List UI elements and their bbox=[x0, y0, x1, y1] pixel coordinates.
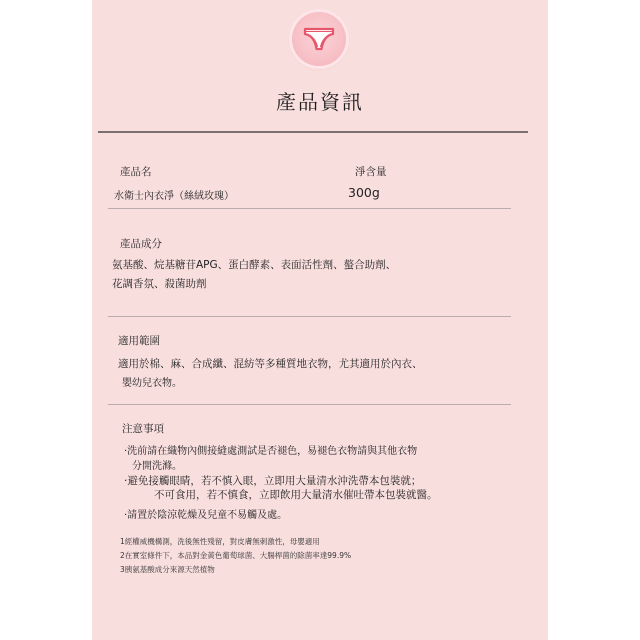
net-weight-label: 淨含量 bbox=[355, 166, 387, 178]
note-3: ·請置於陰涼乾燥及兒童不易觸及處。 bbox=[124, 510, 288, 521]
ingredients-line-2: 花調香氛、殺菌助劑 bbox=[112, 278, 207, 290]
note-1-line-1: ·洗前請在織物內側接縫處測試是否褪色，易褪色衣物請與其他衣物 bbox=[124, 446, 418, 457]
footnote-1: 1經權威機構測，洗後無性殘留，對皮膚無刺激性，母嬰適用 bbox=[120, 537, 320, 546]
ingredients-label: 產品成分 bbox=[120, 238, 162, 250]
scope-line-2: 嬰幼兒衣物。 bbox=[122, 378, 182, 389]
scope-line-1: 適用於棉、麻、合成纖、混紡等多種質地衣物，尤其適用於內衣、 bbox=[118, 358, 423, 370]
net-weight-value: 300g bbox=[348, 185, 380, 200]
ingredients-line-1: 氨基酸、烷基糖苷APG、蛋白酵素、表面活性劑、螯合助劑、 bbox=[112, 259, 397, 271]
briefs-icon bbox=[303, 26, 335, 52]
note-2-line-2: 不可食用，若不慎食，立即飲用大量清水催吐帶本包裝就醫。 bbox=[154, 489, 438, 501]
section-divider bbox=[108, 316, 511, 317]
footnote-2: 2在實室條件下，本品對金黃色葡萄球菌、大腸桿菌的除菌率達99.9% bbox=[120, 551, 352, 560]
notes-label: 注意事項 bbox=[122, 423, 164, 435]
product-info-sheet bbox=[92, 0, 548, 640]
brand-logo bbox=[292, 12, 346, 66]
product-name-label: 產品名 bbox=[120, 166, 152, 178]
title-divider bbox=[98, 131, 528, 133]
note-1-line-2: 分開洗滌。 bbox=[132, 461, 182, 472]
section-divider bbox=[108, 404, 511, 405]
product-name-value: 水衛士內衣淨（絲絨玫瑰） bbox=[114, 191, 234, 202]
page-title: 產品資訊 bbox=[276, 90, 364, 114]
footnote-3: 3胰氨基酸成分來源天然植物 bbox=[120, 565, 215, 574]
scope-label: 適用範圍 bbox=[118, 335, 160, 347]
note-2-line-1: ·避免接觸眼睛，若不慎入眼，立即用大量清水沖洗帶本包裝就； bbox=[124, 475, 422, 487]
section-divider bbox=[108, 208, 511, 209]
